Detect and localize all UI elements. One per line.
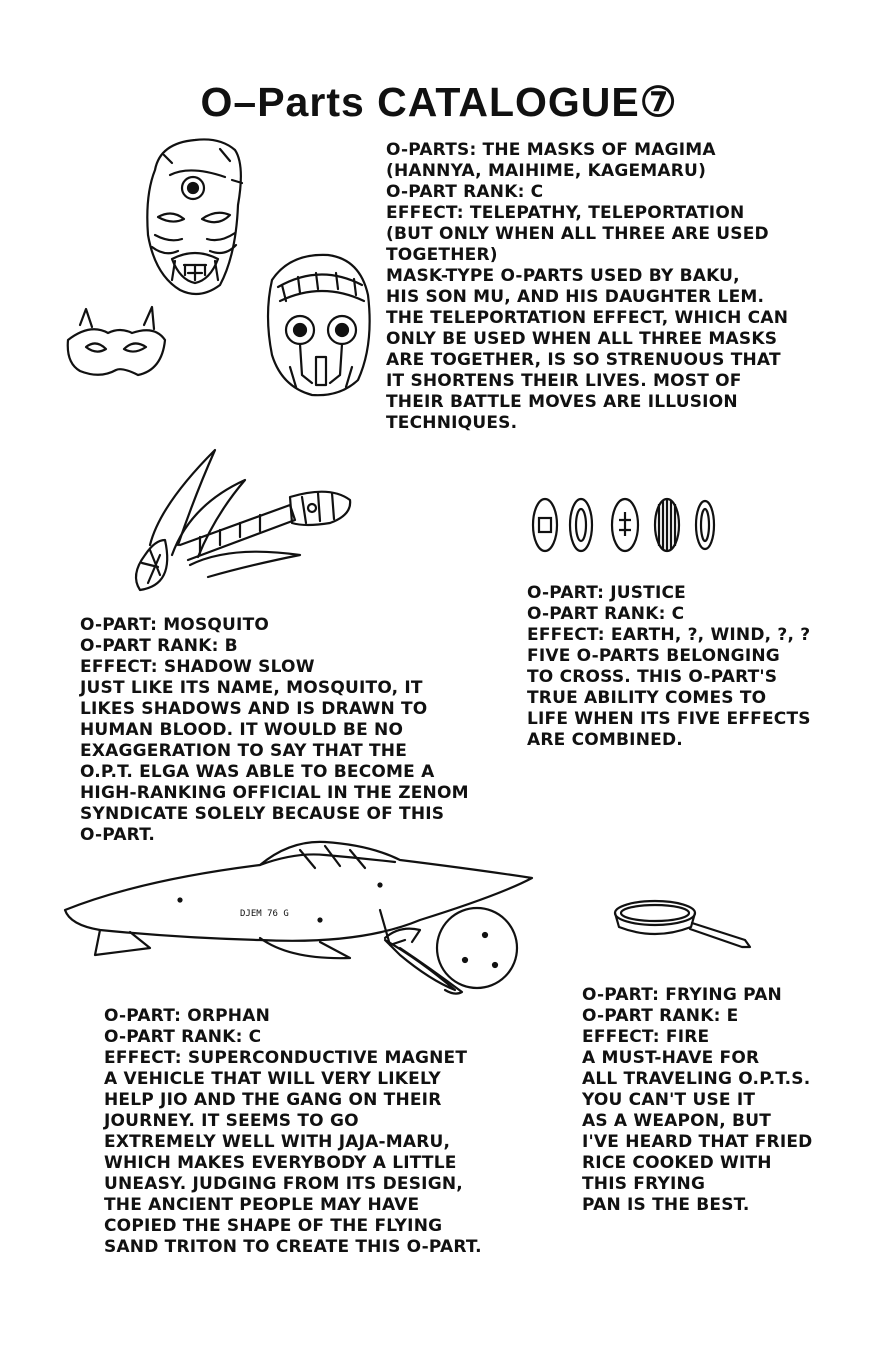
text-line: O-PART: FRYING PAN <box>582 985 782 1005</box>
text-line: O-PART RANK: C <box>104 1027 262 1047</box>
text-line: EFFECT: TELEPATHY, TELEPORTATION <box>386 203 745 223</box>
orphan-illustration <box>60 830 540 1015</box>
text-line: O-PART RANK: C <box>386 182 544 202</box>
text-line: EFFECT: SHADOW SLOW <box>80 657 315 677</box>
text-line: AS A WEAPON, BUT <box>582 1111 771 1131</box>
mosquito-entry-text <box>80 615 469 846</box>
text-line: SAND TRITON TO CREATE THIS O-PART. <box>104 1237 482 1257</box>
text-line: O-PART: MOSQUITO <box>80 615 270 635</box>
text-line: TECHNIQUES. <box>386 413 518 433</box>
text-line: HELP JIO AND THE GANG ON THEIR <box>104 1090 442 1110</box>
text-line: O-PART RANK: C <box>527 604 685 624</box>
text-line: HIS SON MU, AND HIS DAUGHTER LEM. <box>386 287 765 307</box>
text-line: SYNDICATE SOLELY BECAUSE OF THIS <box>80 804 445 824</box>
text-line: (BUT ONLY WHEN ALL THREE ARE USED <box>386 224 769 244</box>
text-line: O-PARTS: THE MASKS OF MAGIMA <box>386 140 716 160</box>
text-line: O-PART. <box>80 825 156 845</box>
frying-pan-illustration <box>610 895 760 955</box>
frying-pan-entry-text <box>582 985 812 1216</box>
text-line: HIGH-RANKING OFFICIAL IN THE ZENOM <box>80 783 469 803</box>
text-line: TO CROSS. THIS O-PART'S <box>527 667 778 687</box>
orphan-entry-text <box>104 1006 482 1258</box>
text-line: THEIR BATTLE MOVES ARE ILLUSION <box>386 392 738 412</box>
text-line: TOGETHER) <box>386 245 498 265</box>
text-line: EXTREMELY WELL WITH JAJA-MARU, <box>104 1132 451 1152</box>
text-line: EFFECT: FIRE <box>582 1027 710 1047</box>
justice-entry-text <box>527 583 811 751</box>
text-line: (HANNYA, MAIHIME, KAGEMARU) <box>386 161 707 181</box>
text-line: A MUST-HAVE FOR <box>582 1048 760 1068</box>
text-line: O-PART RANK: E <box>582 1006 739 1026</box>
text-line: ARE COMBINED. <box>527 730 683 750</box>
text-line: O-PART RANK: B <box>80 636 238 656</box>
text-line: ARE TOGETHER, IS SO STRENUOUS THAT <box>386 350 781 370</box>
text-line: LIFE WHEN ITS FIVE EFFECTS <box>527 709 811 729</box>
mosquito-illustration <box>120 445 360 605</box>
justice-illustration <box>525 490 725 560</box>
text-line: TRUE ABILITY COMES TO <box>527 688 767 708</box>
text-line: LIKES SHADOWS AND IS DRAWN TO <box>80 699 428 719</box>
text-line: JUST LIKE ITS NAME, MOSQUITO, IT <box>80 678 423 698</box>
text-line: UNEASY. JUDGING FROM ITS DESIGN, <box>104 1174 463 1194</box>
text-line: EXAGGERATION TO SAY THAT THE <box>80 741 408 761</box>
text-line: YOU CAN'T USE IT <box>582 1090 756 1110</box>
text-line: A VEHICLE THAT WILL VERY LIKELY <box>104 1069 441 1089</box>
text-line: FIVE O-PARTS BELONGING <box>527 646 780 666</box>
masks-illustration <box>60 135 380 410</box>
text-line: PAN IS THE BEST. <box>582 1195 750 1215</box>
text-line: O.P.T. ELGA WAS ABLE TO BECOME A <box>80 762 435 782</box>
text-line: COPIED THE SHAPE OF THE FLYING <box>104 1216 443 1236</box>
text-line: IT SHORTENS THEIR LIVES. MOST OF <box>386 371 742 391</box>
text-line: WHICH MAKES EVERYBODY A LITTLE <box>104 1153 457 1173</box>
text-line: THIS FRYING <box>582 1174 706 1194</box>
text-line: I'VE HEARD THAT FRIED <box>582 1132 813 1152</box>
text-line: MASK-TYPE O-PARTS USED BY BAKU, <box>386 266 740 286</box>
masks-entry-text <box>386 140 788 434</box>
text-line: O-PART: JUSTICE <box>527 583 686 603</box>
text-line: EFFECT: SUPERCONDUCTIVE MAGNET <box>104 1048 468 1068</box>
page-title: O–Parts CATALOGUE⑦ <box>200 79 678 125</box>
text-line: EFFECT: EARTH, ?, WIND, ?, ? <box>527 625 811 645</box>
text-line: JOURNEY. IT SEEMS TO GO <box>104 1111 359 1131</box>
orphan-hull-text: DJEM 76 G <box>240 909 289 919</box>
text-line: ALL TRAVELING O.P.T.S. <box>582 1069 811 1089</box>
text-line: RICE COOKED WITH <box>582 1153 772 1173</box>
text-line: O-PART: ORPHAN <box>104 1006 271 1026</box>
text-line: HUMAN BLOOD. IT WOULD BE NO <box>80 720 404 740</box>
text-line: THE TELEPORTATION EFFECT, WHICH CAN <box>386 308 789 328</box>
text-line: ONLY BE USED WHEN ALL THREE MASKS <box>386 329 778 349</box>
text-line: THE ANCIENT PEOPLE MAY HAVE <box>104 1195 420 1215</box>
